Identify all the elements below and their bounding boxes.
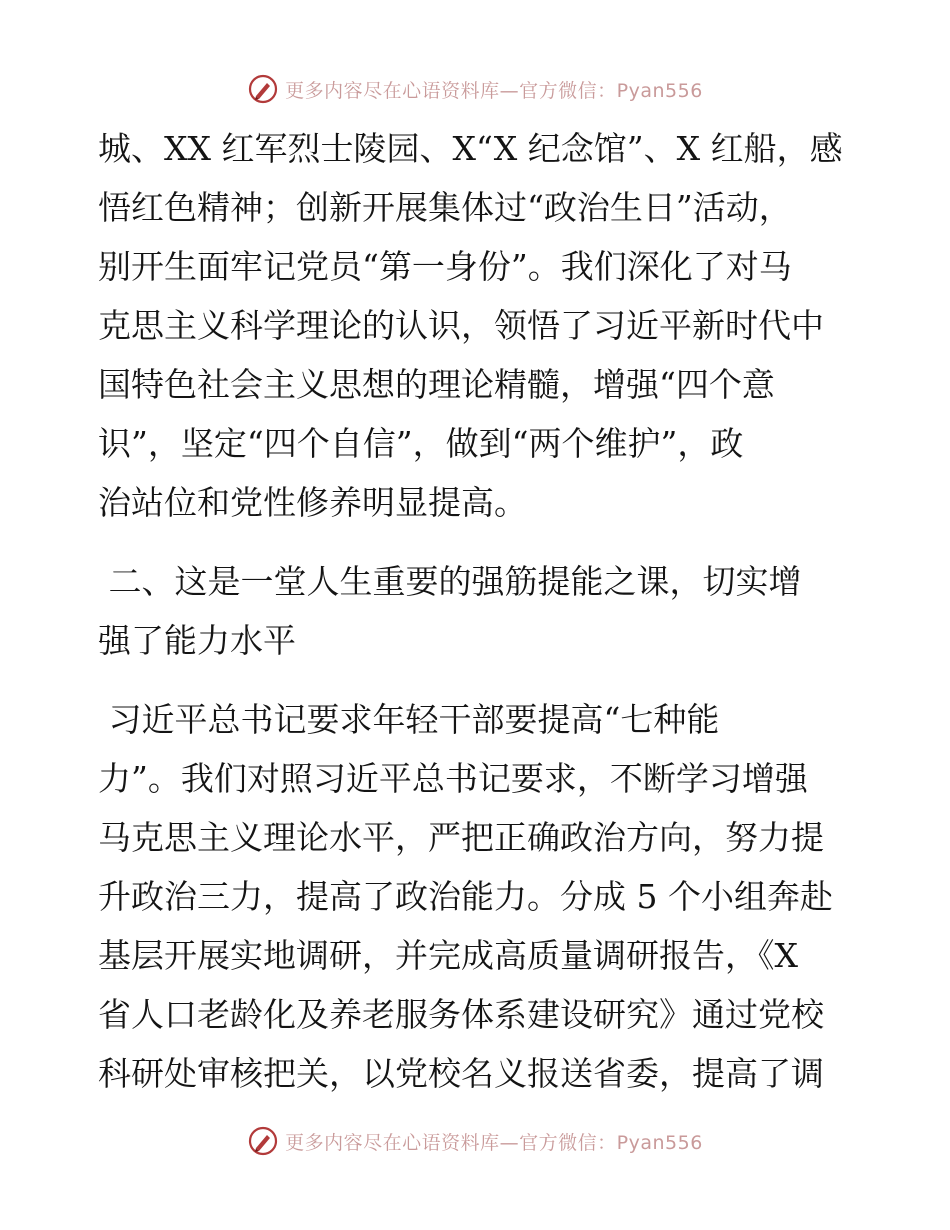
paragraph-gap	[98, 532, 858, 552]
text-line: 习近平总书记要求年轻干部要提高“七种能	[98, 700, 720, 739]
footer-watermark	[0, 1124, 950, 1158]
text-line: 升政治三力，提高了政治能力。分成 5 个小组奔赴	[98, 877, 833, 916]
text-line: 别开生面牢记党员“第一身份”。我们深化了对马	[98, 247, 792, 286]
watermark-text: 更多内容尽在心语资料库—官方微信：Pyan556	[285, 79, 703, 102]
pen-logo-icon	[247, 73, 279, 105]
header-watermark	[0, 72, 950, 106]
text-line: 国特色社会主义思想的理论精髓，增强“四个意	[98, 365, 775, 404]
section-heading-line: 二、这是一堂人生重要的强筋提能之课，切实增	[98, 562, 802, 601]
text-line: 悟红色精神；创新开展集体过“政治生日”活动，	[98, 188, 792, 227]
text-line: 城、XX 红军烈士陵园、X“X 纪念馆”、X 红船，感	[98, 129, 843, 168]
text-line: 基层开展实地调研，并完成高质量调研报告，《X	[98, 936, 798, 975]
text-line: 力”。我们对照习近平总书记要求，不断学习增强	[98, 759, 808, 798]
text-line: 治站位和党性修养明显提高。	[98, 483, 527, 522]
pen-logo-icon	[247, 1125, 279, 1157]
section-heading-line: 强了能力水平	[98, 621, 296, 660]
document-body	[98, 119, 858, 1103]
text-line: 识”，坚定“四个自信”，做到“两个维护”，政	[98, 424, 744, 463]
paragraph-gap	[98, 670, 858, 690]
text-line: 克思主义科学理论的认识，领悟了习近平新时代中	[98, 306, 824, 345]
text-line: 马克思主义理论水平，严把正确政治方向，努力提	[98, 818, 824, 857]
watermark-text: 更多内容尽在心语资料库—官方微信：Pyan556	[285, 1131, 703, 1154]
text-line: 科研处审核把关，以党校名义报送省委，提高了调	[98, 1054, 824, 1093]
text-line: 省人口老龄化及养老服务体系建设研究》通过党校	[98, 995, 824, 1034]
